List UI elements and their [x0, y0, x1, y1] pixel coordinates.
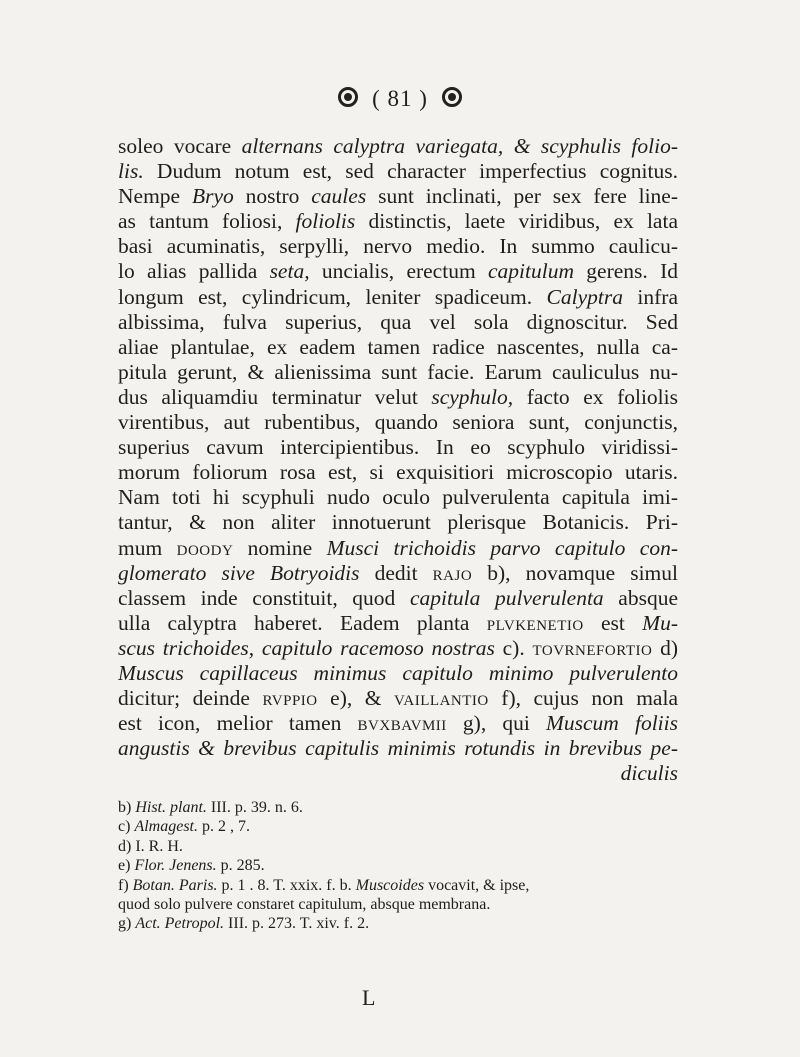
- text-run: p. 285.: [216, 857, 265, 875]
- text-run: c).: [494, 635, 533, 660]
- text-line: [118, 485, 678, 510]
- text-run: mum: [118, 535, 177, 560]
- text-line: [118, 310, 678, 335]
- text-line: [118, 636, 678, 661]
- page-header: [0, 86, 800, 112]
- text-run: morum foliorum rosa est, si exquisitiori microscopio utaris.: [118, 460, 678, 485]
- text-run: III. p. 39. n. 6.: [206, 799, 303, 816]
- text-line: [118, 435, 678, 460]
- text-run: lo alias pallida: [118, 259, 270, 284]
- footnote-line: [118, 876, 678, 895]
- text-run: ulla calyptra haberet. Eadem planta: [118, 610, 487, 635]
- text-run: e), &: [317, 686, 395, 711]
- text-line: [118, 510, 678, 535]
- text-line: [118, 259, 678, 284]
- text-run: e): [118, 857, 135, 875]
- text-run: glomerato sive Botryoidis: [118, 560, 360, 585]
- text-run: tantur, & non aliter innotuerunt plerisque Botanicis. Pri-: [118, 510, 678, 535]
- text-line: [118, 561, 678, 586]
- text-run: Calyptra: [546, 284, 623, 309]
- text-run: tovrnefortio: [532, 635, 653, 660]
- text-run: nomine: [233, 535, 327, 560]
- text-run: scus trichoides, capitulo racemoso nostras: [118, 635, 495, 660]
- text-run: d): [652, 635, 678, 660]
- text-run: scyphulo,: [431, 384, 514, 409]
- text-line: [118, 711, 678, 736]
- text-run: c): [118, 818, 135, 836]
- text-line: [118, 385, 678, 410]
- text-run: b): [118, 799, 136, 816]
- text-run: Nam toti hi scyphuli nudo oculo pulverulenta capitula imi-: [118, 485, 678, 510]
- main-paragraph: [118, 134, 678, 786]
- text-run: pitula gerunt, & alienissima sunt facie. Earum cauliculus nu-: [118, 359, 678, 384]
- text-run: distinctis, laete viridibus, ex lata: [355, 209, 678, 234]
- text-run: capitula pulverulenta: [409, 585, 604, 610]
- text-run: Hist. plant.: [135, 799, 207, 816]
- text-line: [118, 360, 678, 385]
- text-run: gerens. Id: [573, 259, 678, 284]
- text-run: Musci trichoidis parvo capitulo con-: [326, 535, 678, 560]
- text-run: dedit: [359, 560, 433, 585]
- text-run: rajo: [432, 560, 473, 585]
- text-run: aliae plantulae, ex eadem tamen radice nascentes, nulla ca-: [118, 334, 678, 359]
- ornament-left-icon: [338, 87, 358, 107]
- signature-mark: L: [362, 985, 376, 1010]
- text-run: plvkenetio: [486, 610, 584, 635]
- text-run: Act. Petropol.: [135, 915, 225, 933]
- text-line: [118, 661, 678, 686]
- text-run: dicitur; deinde: [118, 686, 263, 711]
- text-run: Muscoides: [355, 876, 425, 894]
- text-run: diculis: [620, 761, 678, 786]
- footnote-line: [118, 914, 678, 933]
- text-run: sunt inclinati, per sex fere line-: [366, 184, 678, 209]
- text-run: Muscum foliis: [545, 711, 678, 736]
- text-run: uncialis, erectum: [309, 259, 488, 284]
- text-run: foliolis: [295, 209, 356, 234]
- text-run: Almagest.: [134, 818, 198, 836]
- text-run: soleo vocare: [118, 134, 242, 158]
- text-line: [118, 611, 678, 636]
- text-run: g), qui: [446, 711, 546, 736]
- text-line: [118, 410, 678, 435]
- text-run: infra: [623, 284, 678, 309]
- footnote-line: [118, 798, 678, 817]
- text-run: Dudum notum est, sed character imperfectius cognitus.: [143, 159, 678, 184]
- text-line: [118, 209, 678, 234]
- text-run: Flor. Jenens.: [134, 857, 217, 875]
- text-run: p. 1 . 8. T. xxix. f. b.: [217, 876, 356, 894]
- text-run: as tantum foliosi,: [118, 209, 296, 234]
- text-line: [118, 460, 678, 485]
- text-run: Bryo: [191, 184, 234, 209]
- footnote-line: [118, 856, 678, 875]
- ornament-right-icon: [442, 87, 462, 107]
- text-line: [118, 234, 678, 259]
- footnotes: [118, 798, 678, 934]
- text-run: quod solo pulvere constaret capitulum, absque membrana.: [118, 895, 491, 913]
- text-run: angustis & brevibus capitulis minimis rotundis in brevibus pe-: [118, 736, 678, 761]
- text-run: f): [118, 876, 133, 894]
- page-number: ( 81 ): [372, 86, 428, 111]
- text-line: [118, 335, 678, 360]
- text-run: alternans calyptra variegata, & scyphulis folio-: [241, 134, 678, 158]
- text-run: bvxbavmii: [357, 711, 447, 736]
- footnote-line: [118, 817, 678, 836]
- text-run: est icon, melior tamen: [118, 711, 358, 736]
- text-run: capitulum: [487, 259, 574, 284]
- text-run: Mu-: [642, 610, 678, 635]
- text-run: d) I. R. H.: [118, 837, 183, 855]
- text-line: [118, 184, 678, 209]
- text-run: basi acuminatis, serpylli, nervo medio. In summo caulicu-: [118, 234, 678, 259]
- text-run: facto ex foliolis: [513, 384, 678, 409]
- text-line: [118, 586, 678, 611]
- text-run: absque: [603, 585, 678, 610]
- text-run: superius cavum intercipientibus. In eo scyphulo viridissi-: [118, 435, 678, 460]
- text-line: [118, 536, 678, 561]
- text-line: [118, 134, 678, 159]
- text-run: g): [118, 915, 136, 933]
- text-run: vocavit, & ipse,: [424, 876, 530, 894]
- text-run: est: [583, 610, 643, 635]
- text-run: virentibus, aut rubentibus, quando seniora sunt, conjunctis,: [118, 410, 678, 435]
- text-run: Botan. Paris.: [132, 876, 218, 894]
- footnote-line: [118, 895, 678, 914]
- text-run: f), cujus non mala: [488, 686, 678, 711]
- text-line: [118, 285, 678, 310]
- text-run: p. 2 , 7.: [197, 818, 250, 836]
- footnote-line: [118, 837, 678, 856]
- text-run: lis.: [118, 159, 144, 184]
- text-run: albissima, fulva superius, qua vel sola dignoscitur. Sed: [118, 309, 678, 334]
- text-run: dus aliquamdiu terminatur velut: [118, 384, 432, 409]
- text-run: doody: [176, 535, 234, 560]
- text-run: b), novamque simul: [472, 560, 678, 585]
- text-run: vaillantio: [394, 686, 489, 711]
- text-line: [118, 761, 678, 786]
- text-run: Nempe: [118, 184, 192, 209]
- text-line: [118, 159, 678, 184]
- text-run: seta,: [269, 259, 310, 284]
- text-run: longum est, cylindricum, leniter spadiceum.: [118, 284, 547, 309]
- text-run: classem inde constituit, quod: [118, 585, 410, 610]
- text-run: nostro: [233, 184, 312, 209]
- text-run: caules: [311, 184, 367, 209]
- text-run: rvppio: [262, 686, 318, 711]
- text-run: Muscus capillaceus minimus capitulo minimo pulverulento: [118, 660, 678, 685]
- text-line: [118, 736, 678, 761]
- text-run: III. p. 273. T. xiv. f. 2.: [224, 915, 370, 933]
- text-line: [118, 686, 678, 711]
